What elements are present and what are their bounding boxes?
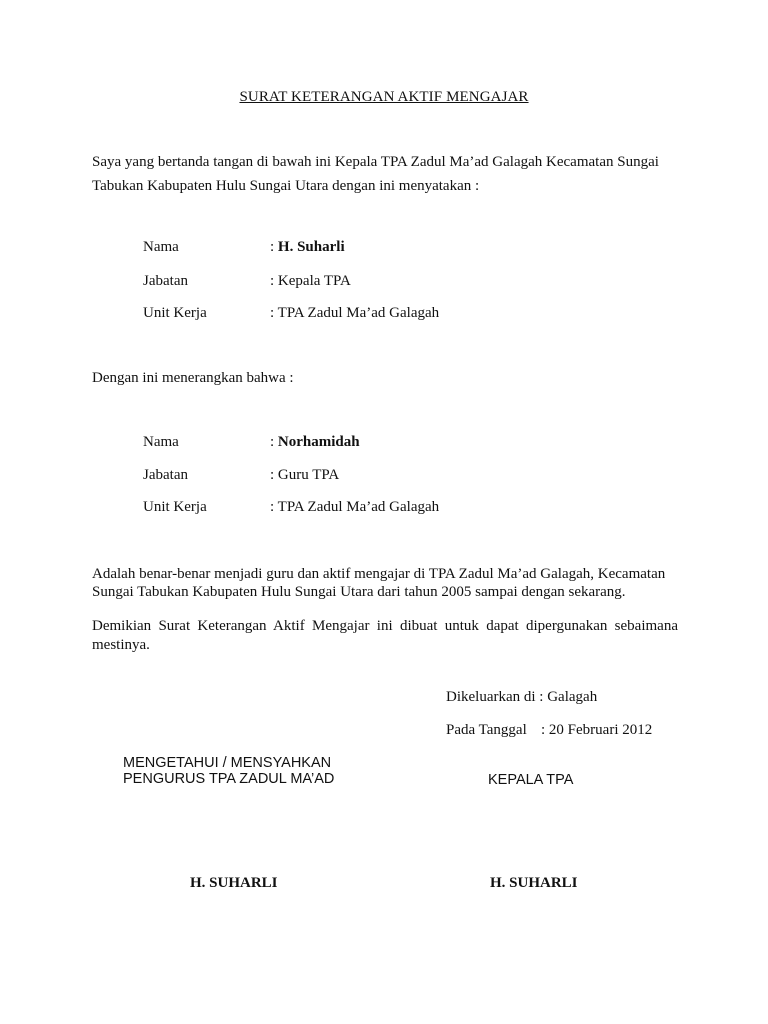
subject-unit-label: Unit Kerja [143,499,207,515]
subject-position-value: Guru TPA [277,467,340,483]
letter-title: SURAT KETERANGAN AKTIF MENGAJAR [239,89,529,105]
colon: : [270,434,278,450]
left-sign-line-2: PENGURUS TPA ZADUL MA’AD [123,771,335,787]
statement-line-1: Adalah benar-benar menjadi guru dan aktif mengajar di TPA Zadul Ma’ad Galagah, Kecamatan [92,566,666,582]
subject-name-value: Norhamidah [277,434,360,450]
subject-name-label: Nama [143,434,179,450]
subject-unit-value: TPA Zadul Ma’ad Galagah [277,499,440,515]
right-sign-name: H. SUHARLI [490,875,578,891]
closing-line-2: mestinya. [92,637,150,653]
colon: : [270,273,278,289]
colon: : [270,467,278,483]
statement-intro: Dengan ini menerangkan bahwa : [92,370,294,386]
left-sign-name: H. SUHARLI [190,875,278,891]
signer-name-label: Nama [143,239,179,255]
intro-line-1: Saya yang bertanda tangan di bawah ini Kepala TPA Zadul Ma’ad Galagah Kecamatan Sungai [92,154,659,170]
signer-position-label: Jabatan [143,273,188,289]
right-sign-title: KEPALA TPA [488,772,574,788]
colon: : [270,305,278,321]
colon: : [270,499,278,515]
closing-line-1: Demikian Surat Keterangan Aktif Mengajar ini dibuat untuk dapat dipergunakan sebaimana [92,618,678,634]
date-label: Pada Tanggal [446,722,527,738]
subject-position-label: Jabatan [143,467,188,483]
intro-line-2: Tabukan Kabupaten Hulu Sungai Utara dengan ini menyatakan : [92,178,480,194]
signer-unit-row [270,305,439,322]
signer-position-row [270,273,351,290]
statement-line-2: Sungai Tabukan Kabupaten Hulu Sungai Utara dari tahun 2005 sampai dengan sekarang. [92,584,626,600]
signer-unit-label: Unit Kerja [143,305,207,321]
date-value: : 20 Februari 2012 [541,722,653,738]
signer-name-value: H. Suharli [277,239,345,255]
colon: : [270,239,278,255]
issued-at: Dikeluarkan di : Galagah [446,689,598,705]
signer-position-value: Kepala TPA [277,273,351,289]
signer-name-row [270,239,345,256]
subject-position-row [270,467,339,484]
subject-unit-row [270,499,439,516]
left-sign-line-1: MENGETAHUI / MENSYAHKAN [123,755,332,771]
subject-name-row [270,434,360,451]
signer-unit-value: TPA Zadul Ma’ad Galagah [277,305,440,321]
